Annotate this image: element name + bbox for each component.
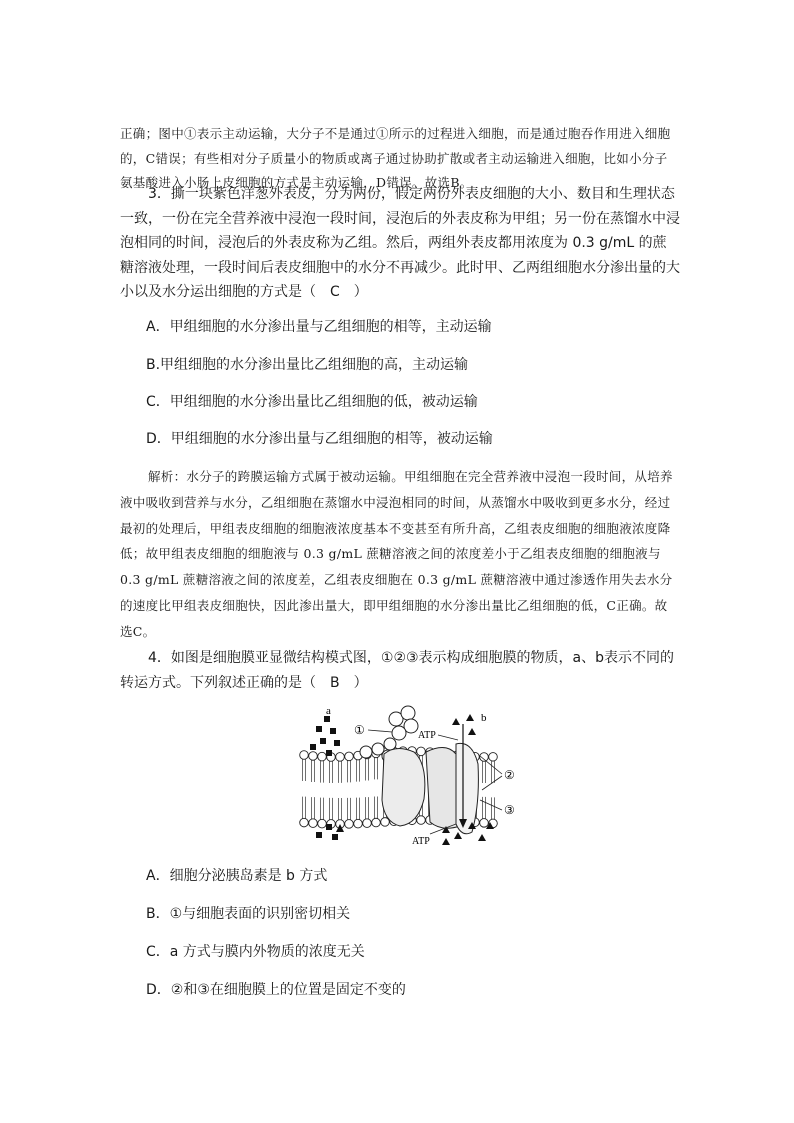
square-molecules-outside [310, 716, 340, 756]
question-4-option-a: A．细胞分泌胰岛素是 b 方式 [146, 868, 328, 884]
atp-bottom-label: ATP [412, 836, 430, 847]
embedded-protein-middle [426, 747, 460, 828]
explanation-text: 正确；图中①表示主动运输，大分子不是通过①所示的过程进入细胞，而是通过胞吞作用进入细胞的，C错误；有些相对分子质量小的物质或离子通过协助扩散或者主动运输进入细胞，比如小分子氨基酸进入小肠上皮细胞的方式是主动运输，D错误。故选B。 [120, 126, 671, 190]
question-4-text: 4．如图是细胞膜亚显微结构模式图，①②③表示构成细胞膜的物质，a、b表示不同的转运方式。下列叙述正确的是（ B ） [120, 650, 675, 691]
leader-3 [480, 800, 502, 810]
question-4-option-b: B．①与细胞表面的识别密切相关 [146, 906, 351, 922]
question-3-stem [120, 182, 680, 305]
label-2: ② [504, 768, 515, 782]
label-b: b [481, 712, 487, 724]
question-4-stem [120, 646, 680, 695]
question-4-option-d: D．②和③在细胞膜上的位置是固定不变的 [146, 982, 406, 998]
label-3: ③ [504, 803, 515, 817]
label-1: ① [354, 723, 365, 737]
label-a: a [326, 705, 331, 717]
triangle-molecules-outside [452, 714, 476, 735]
question-4-option-c: C．a 方式与膜内外物质的浓度无关 [146, 944, 365, 960]
question-3-text: 3．撕一块紫色洋葱外表皮，分为两份，假定两份外表皮细胞的大小、数目和生理状态一致，一份在完全营养液中浸泡一段时间，浸泡后的外表皮称为甲组；另一份在蒸馏水中浸泡相同的时间，浸泡后的外表皮称为乙组。然后，两组外表皮都用浓度为 0.3 g/mL 的蔗糖溶液处理，一段时间后表皮细胞中的水分不再减少。此时甲、乙两组细胞水分渗出量的大小以及水分运出细胞的方式是（ C ） [120, 186, 680, 300]
question-3-option-d: D．甲组细胞的水分渗出量与乙组细胞的相等，被动运输 [146, 431, 493, 447]
leader-2b [482, 776, 502, 790]
question-3-analysis [120, 464, 680, 645]
question-3-option-a: A．甲组细胞的水分渗出量与乙组细胞的相等，主动运输 [146, 319, 492, 335]
atp-top-arrow [438, 735, 458, 740]
channel-protein-right [456, 743, 478, 833]
leader-1 [368, 730, 392, 732]
analysis-text: 解析：水分子的跨膜运输方式属于被动运输。甲组细胞在完全营养液中浸泡一段时间，从培养液中吸收到营养与水分，乙组细胞在蒸馏水中浸泡相同的时间，从蒸馏水中吸收到更多水分，经过最初的处理后，甲组表皮细胞的细胞液浓度基本不变甚至有所升高，乙组表皮细胞的细胞液浓度降低；故甲组表皮细胞的细胞液与 0.3 g/mL 蔗糖溶液之间的浓度差小于乙组表皮细胞的细胞液与 0.3 g/mL 蔗糖溶液之间的浓度差，乙组表皮细胞在 0.3 g/mL 蔗糖溶液中通过渗透作用失去水分的速度比甲组表皮细胞快，因此渗出量大，即甲组细胞的水分渗出量比乙组细胞的低，C正确。故选C。 [120, 469, 673, 639]
cell-membrane-diagram [296, 704, 526, 850]
question-3-option-b: B.甲组细胞的水分渗出量比乙组细胞的高，主动运输 [146, 357, 469, 373]
question-3-option-c: C．甲组细胞的水分渗出量比乙组细胞的低，被动运输 [146, 394, 478, 410]
atp-top-label: ATP [418, 730, 436, 741]
embedded-protein-left [382, 748, 425, 826]
